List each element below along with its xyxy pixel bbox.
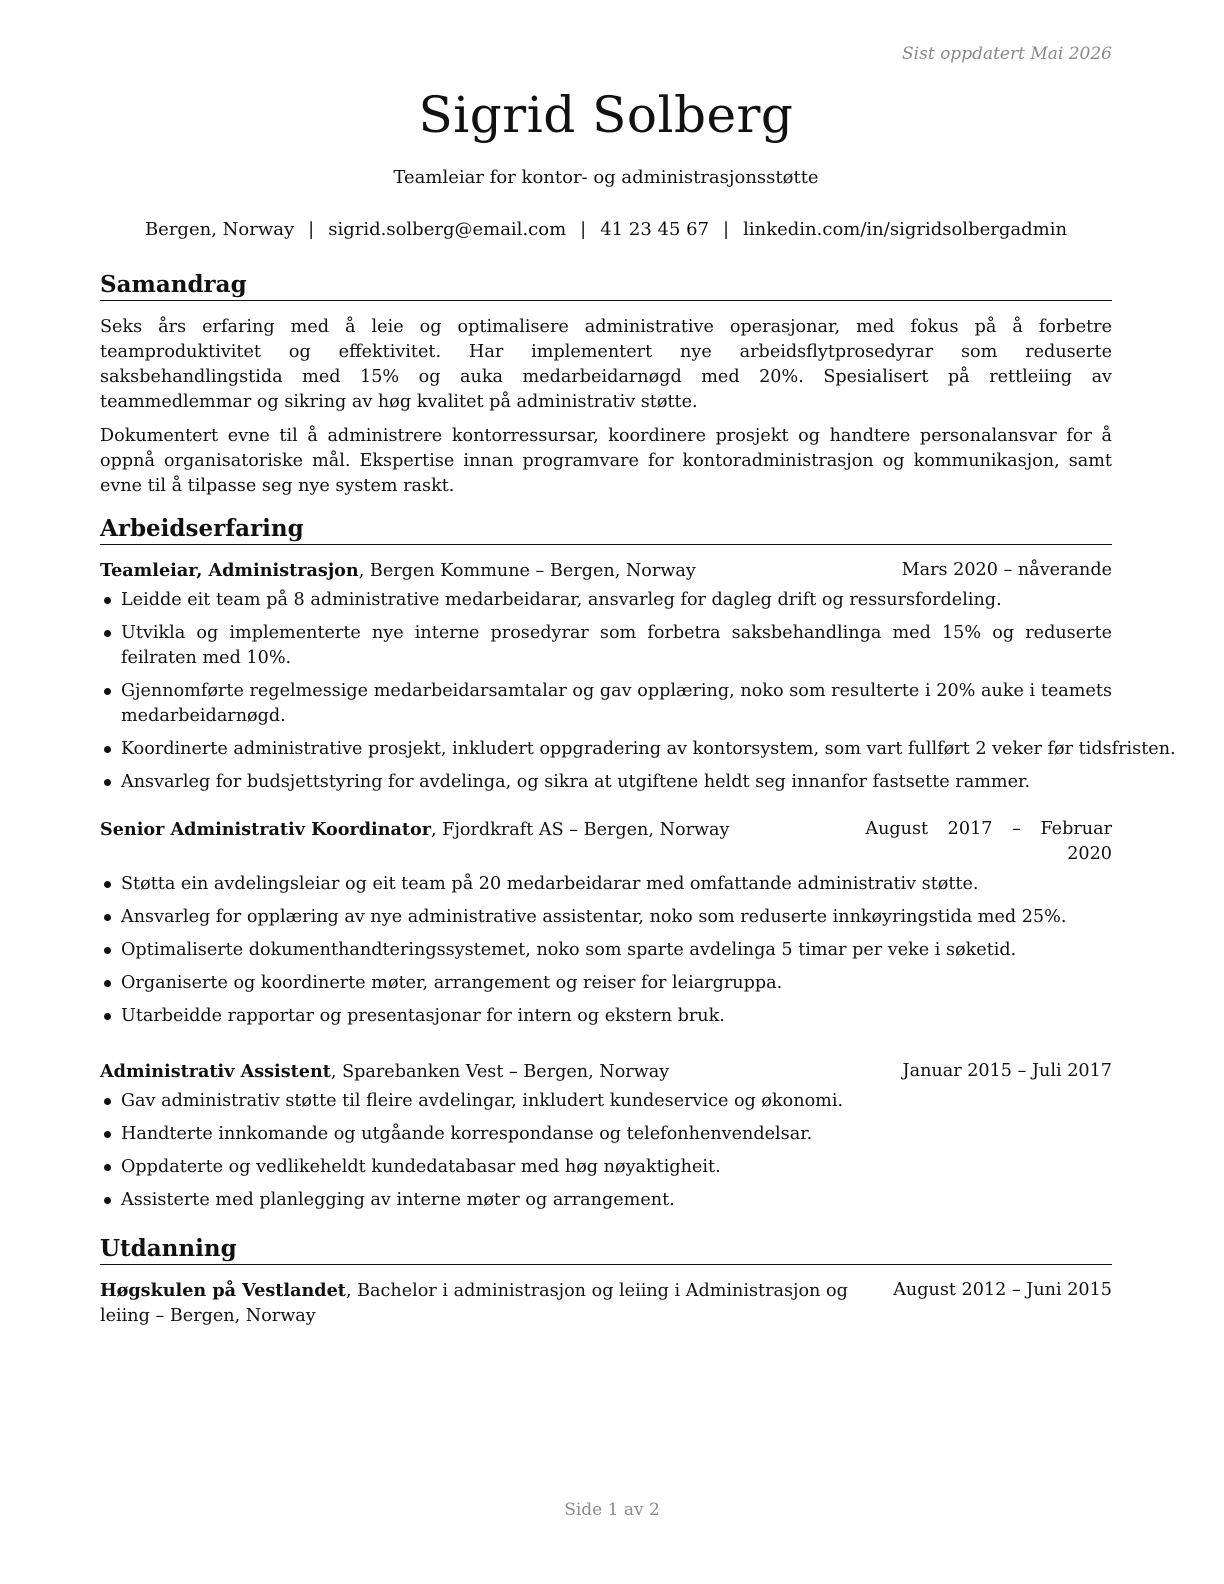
contact-line: [100, 219, 1112, 240]
job-title-line: [100, 817, 729, 843]
job-title: Administrativ Assistent: [100, 1061, 331, 1082]
contact-location: Bergen, Norway: [144, 219, 295, 240]
job-title-line: [100, 1059, 669, 1085]
summary-paragraph: Dokumentert evne til å administrere kontorressursar, koordinere prosjekt og handtere personalansvar for å oppnå organisatoriske mål. Ekspertise innan programvare for kontoradministrasjon og kommunikasjon, samt evne til å tilpasse seg nye system raskt.: [100, 426, 1112, 496]
education-school: Høgskulen på Vestlandet: [100, 1280, 346, 1301]
job-organization: , Fjordkraft AS – Bergen, Norway: [431, 820, 730, 840]
list-item: Oppdaterte og vedlikeheldt kundedatabasar med høg nøyaktigheit.: [100, 1155, 1112, 1180]
section-heading-experience: Arbeidserfaring: [100, 514, 1112, 545]
education-degree: , Bachelor i administrasjon og leiing i Administrasjon og leiing – Bergen, Norway: [100, 1281, 848, 1326]
section-heading-education: Utdanning: [100, 1234, 1112, 1265]
list-item: Utarbeidde rapportar og presentasjonar for intern og ekstern bruk.: [100, 1004, 1112, 1029]
contact-separator: |: [580, 219, 587, 240]
page-number: Side 1 av 2: [564, 1500, 660, 1520]
education-details: [100, 1278, 890, 1329]
list-item: Utvikla og implementerte nye interne prosedyrar som forbetra saksbehandlinga med 15% og reduserte feilraten med 10%.: [100, 621, 1112, 671]
job-bullets: [100, 588, 1176, 803]
job-title-line: [100, 558, 696, 584]
contact-linkedin: linkedin.com/in/sigridsolbergadmin: [743, 219, 1068, 240]
job-dates-line: 2020: [1067, 844, 1112, 864]
last-updated-note: Sist oppdatert Mai 2026: [902, 44, 1112, 64]
list-item: Gjennomførte regelmessige medarbeidarsamtalar og gav opplæring, noko som resulterte i 20% auke i teamets medarbeidarnøgd.: [100, 679, 1112, 729]
list-item: Optimaliserte dokumenthandteringssystemet, noko som sparte avdelinga 5 timar per veke i søketid.: [100, 938, 1112, 963]
job-bullets: [100, 872, 1112, 1037]
education-entry: [100, 1278, 1112, 1328]
list-item: Koordinerte administrative prosjekt, inkludert oppgradering av kontorsystem, som vart fullført 2 veker før tidsfristen.: [100, 737, 1112, 762]
list-item: Handterte innkomande og utgåande korrespondanse og telefonhenvendelsar.: [100, 1122, 1112, 1147]
job-title: Teamleiar, Administrasjon: [100, 560, 359, 581]
list-item: Leidde eit team på 8 administrative medarbeidarar, ansvarleg for dagleg drift og ressursfordeling.: [100, 588, 1112, 613]
list-item: Ansvarleg for budsjettstyring for avdelinga, og sikra at utgiftene heldt seg innanfor fastsette rammer.: [100, 770, 1112, 795]
job-organization: , Bergen Kommune – Bergen, Norway: [358, 561, 696, 581]
job-dates-line: August 2017 – Februar: [865, 819, 1112, 839]
job-title: Senior Administrativ Koordinator: [100, 819, 432, 840]
education-dates: August 2012 – Juni 2015: [893, 1280, 1112, 1300]
candidate-headline: Teamleiar for kontor- og administrasjonsstøtte: [393, 167, 819, 188]
contact-phone: 41 23 45 67: [600, 219, 710, 240]
job-bullets: [100, 1089, 1112, 1221]
job-dates: Januar 2015 – Juli 2017: [902, 1061, 1112, 1081]
job-dates: Mars 2020 – nåverande: [901, 560, 1112, 580]
list-item: Gav administrativ støtte til fleire avdelingar, inkludert kundeservice og økonomi.: [100, 1089, 1112, 1114]
contact-email: sigrid.solberg@email.com: [328, 219, 567, 240]
job-organization: , Sparebanken Vest – Bergen, Norway: [330, 1062, 670, 1082]
job-dates: [865, 817, 1112, 867]
list-item: Assisterte med planlegging av interne møter og arrangement.: [100, 1188, 1112, 1213]
section-heading-summary: Samandrag: [100, 270, 1112, 301]
candidate-name: Sigrid Solberg: [418, 86, 794, 144]
list-item: Støtta ein avdelingsleiar og eit team på 20 medarbeidarar med omfattande administrativ støtte.: [100, 872, 1112, 897]
list-item: Ansvarleg for opplæring av nye administrative assistentar, noko som reduserte innkøyringstida med 25%.: [100, 905, 1112, 930]
summary-paragraph: Seks års erfaring med å leie og optimalisere administrative operasjonar, med fokus på å forbetre teamproduktivitet og effektivitet. Har implementert nye arbeidsflytprosedyrar som reduserte saksbehandlingstida med 15% og auka medarbeidarnøgd med 20%. Spesialisert på rettleiing av teammedlemmar og sikring av høg kvalitet på administrativ støtte.: [100, 317, 1112, 412]
contact-separator: |: [308, 219, 315, 240]
contact-separator: |: [723, 219, 730, 240]
job-header: [100, 817, 1112, 867]
list-item: Organiserte og koordinerte møter, arrangement og reiser for leiargruppa.: [100, 971, 1112, 996]
